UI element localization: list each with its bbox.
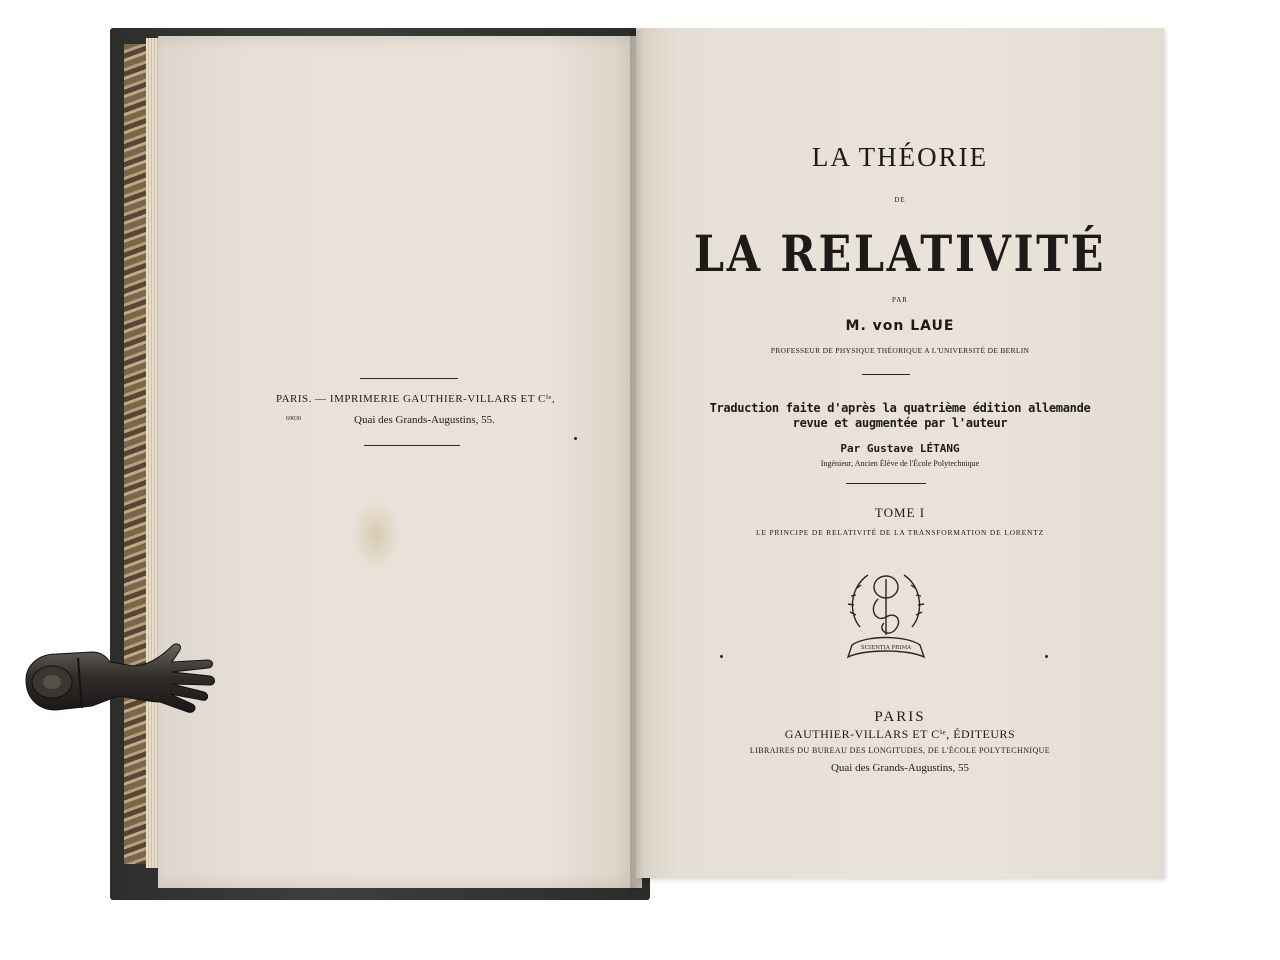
left-page bbox=[158, 36, 642, 888]
par-label: PAR bbox=[892, 296, 908, 304]
translator-title: Ingénieur, Ancien Élève de l'École Polytechnique bbox=[820, 459, 980, 468]
foxing-stain bbox=[352, 500, 400, 570]
publisher-emblem-icon bbox=[838, 565, 934, 669]
publisher-address: Quai des Grands-Augustins, 55 bbox=[830, 762, 970, 774]
tome-number: TOME I bbox=[874, 505, 926, 520]
rule-before-tome bbox=[846, 483, 926, 484]
publication-city: PARIS bbox=[874, 709, 926, 725]
hand-bookmark-clip-icon bbox=[22, 636, 218, 724]
imprint-number: 69030 bbox=[286, 416, 301, 422]
author-position: PROFESSEUR DE PHYSIQUE THÉORIQUE A L'UNIVERSITÉ DE BERLIN bbox=[770, 346, 1030, 355]
tome-subtitle: LE PRINCIPE DE RELATIVITÉ DE LA TRANSFORMATION DE LORENTZ bbox=[756, 528, 1044, 537]
imprint-rule-bottom bbox=[364, 445, 460, 446]
translator-name: Par Gustave LÉTANG bbox=[840, 442, 960, 455]
title-line-1: LA THÉORIE bbox=[811, 142, 989, 172]
imprint-line-1: PARIS. — IMPRIMERIE GAUTHIER-VILLARS ET Cⁱᵉ, bbox=[276, 393, 556, 405]
emblem-motto: SCIENTIA PRIMA bbox=[860, 645, 912, 651]
title-line-2: LA RELATIVITÉ bbox=[693, 224, 1107, 283]
emblem-dot-right bbox=[1045, 655, 1048, 658]
title-de: DE bbox=[894, 196, 906, 204]
translation-line-1: Traduction faite d'après la quatrième édition allemande bbox=[709, 401, 1091, 415]
imprint-rule-top bbox=[360, 378, 458, 379]
emblem-dot-left bbox=[720, 655, 723, 658]
author-name: M. von LAUE bbox=[845, 318, 955, 334]
rule-after-author bbox=[862, 374, 910, 375]
imprint-line-2: Quai des Grands-Augustins, 55. bbox=[354, 414, 495, 426]
publisher-libraries: LIBRAIRES DU BUREAU DES LONGITUDES, DE L'ÉCOLE POLYTECHNIQUE bbox=[749, 746, 1051, 755]
page-dot bbox=[574, 437, 577, 440]
publisher-name: GAUTHIER-VILLARS ET Cⁱᵉ, ÉDITEURS bbox=[784, 727, 1016, 741]
translation-line-2: revue et augmentée par l'auteur bbox=[792, 416, 1008, 430]
